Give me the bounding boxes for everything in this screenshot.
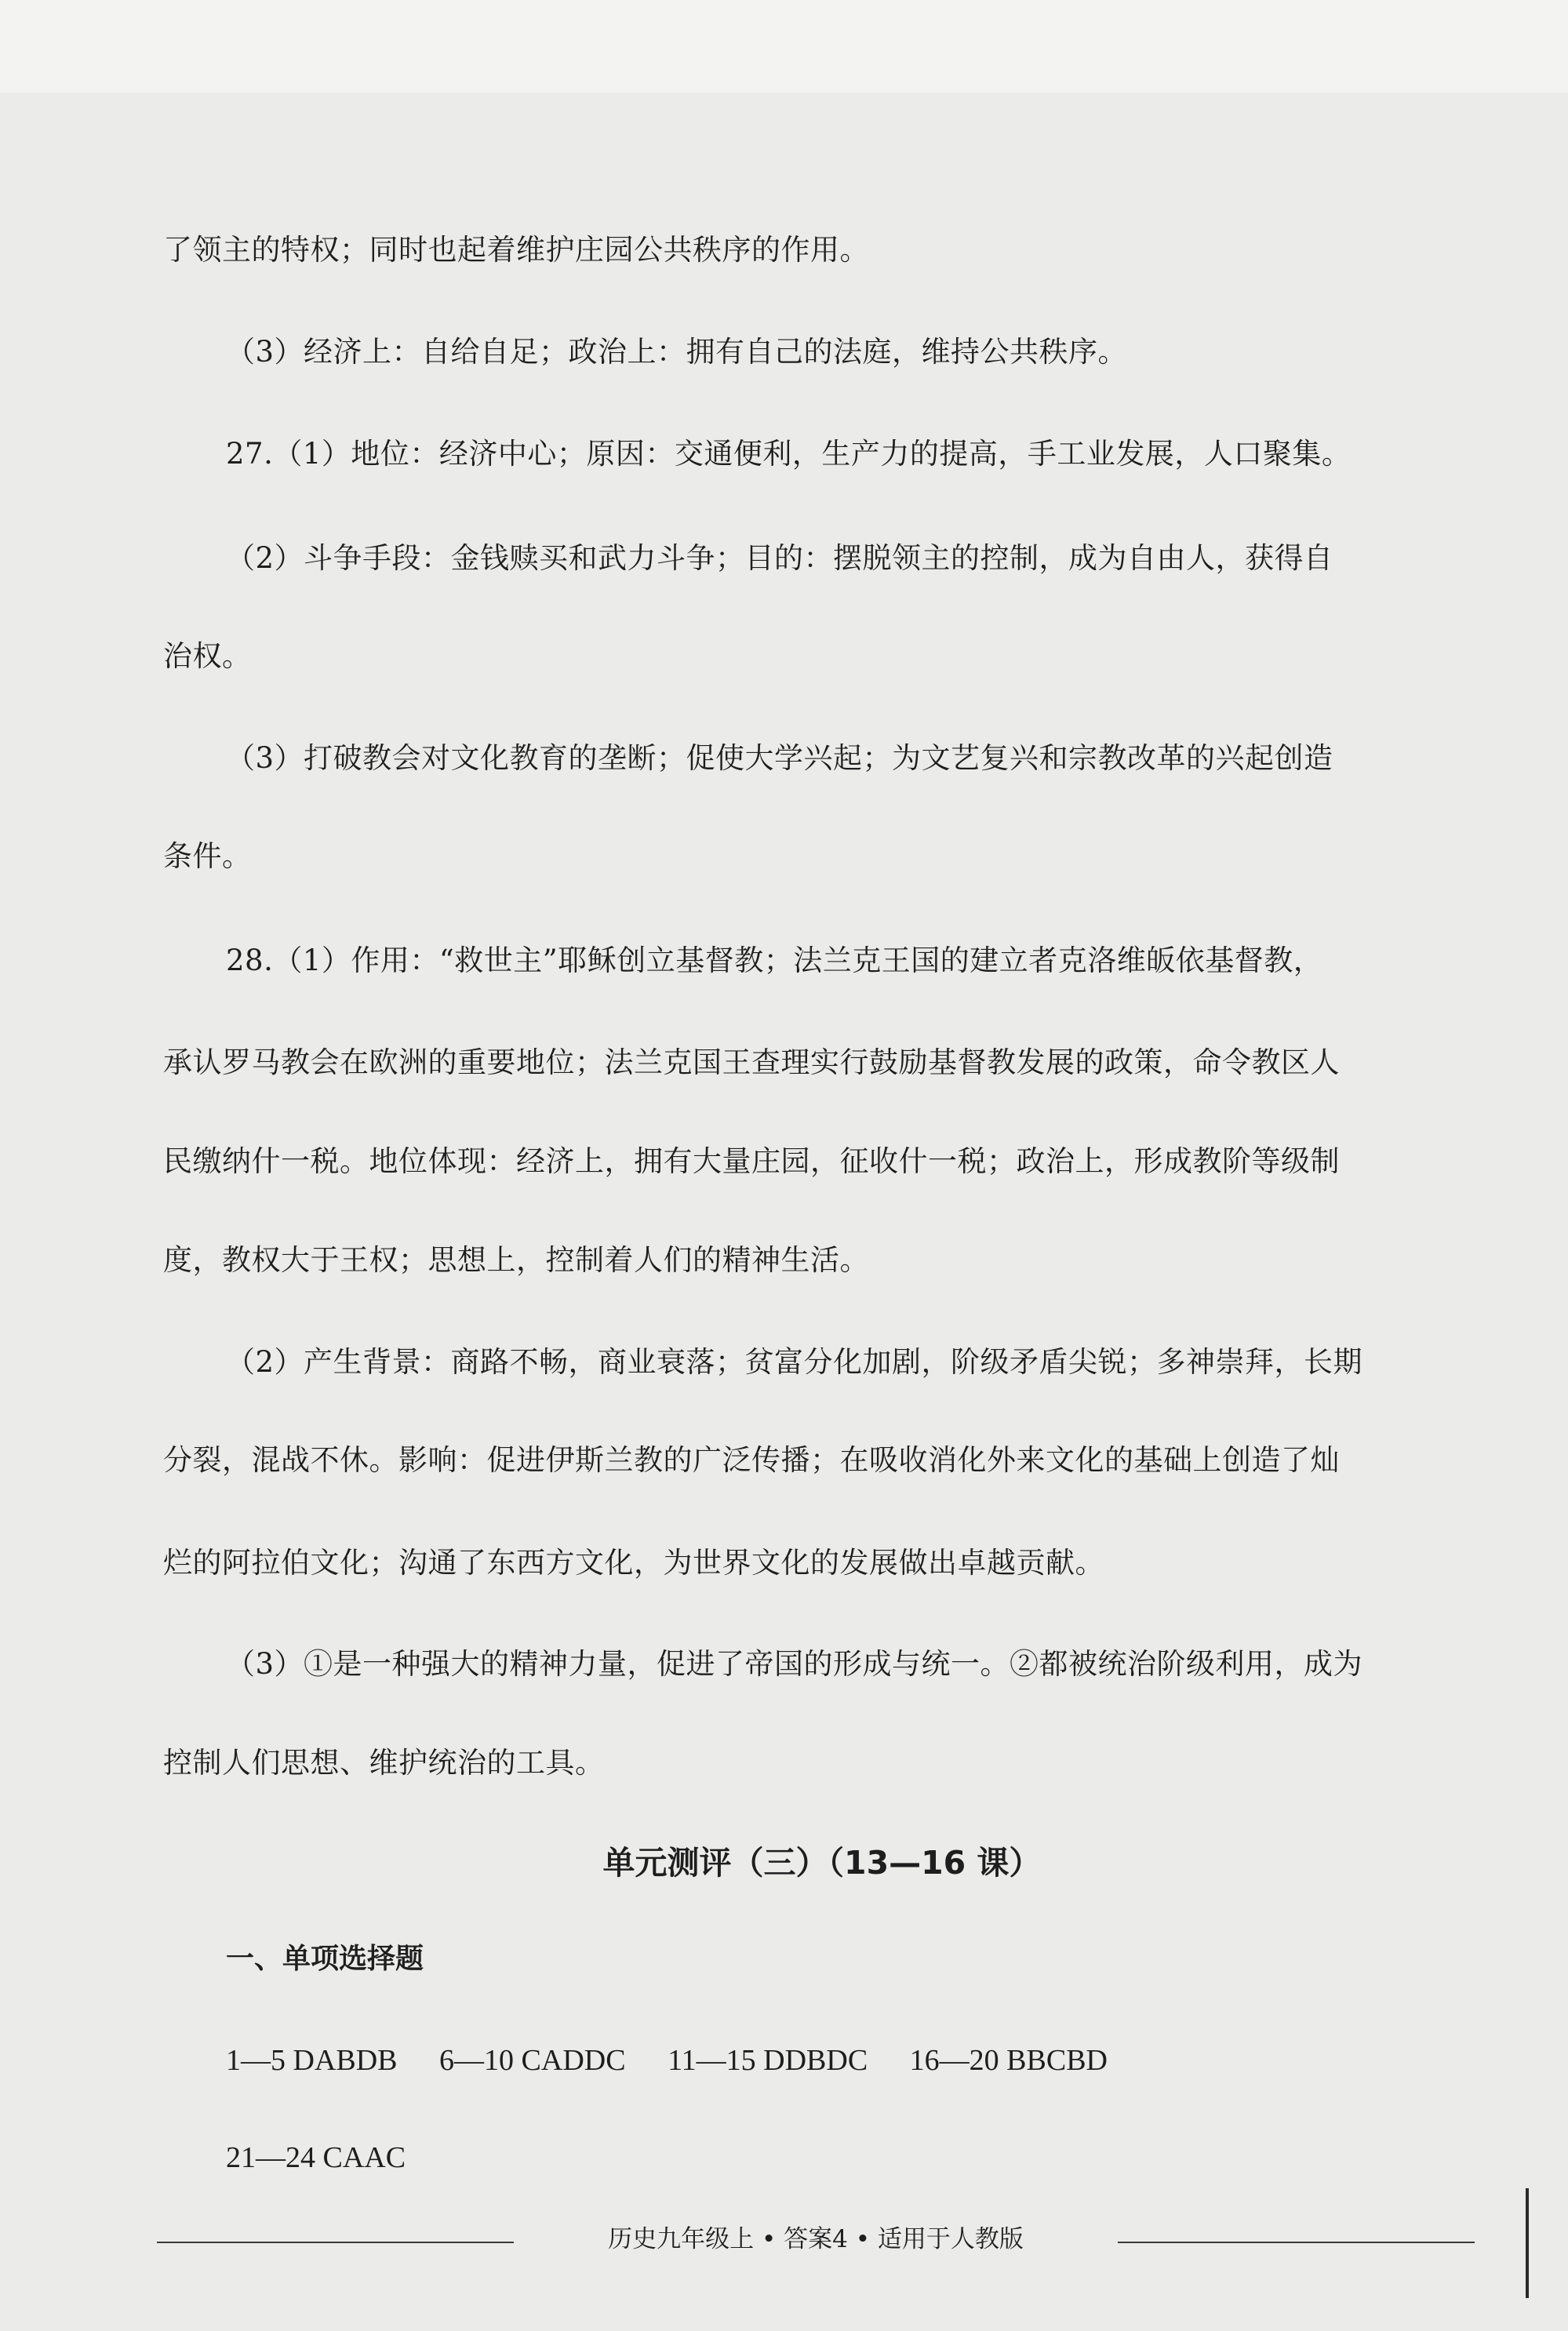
paragraph-line: 分裂，混战不休。影响：促进伊斯兰教的广泛传播；在吸收消化外来文化的基础上创造了灿 [163,1443,1340,1477]
paragraph-line: （3）①是一种强大的精神力量，促进了帝国的形成与统一。②都被统治阶级利用，成为 [226,1647,1363,1681]
page-footer [157,2226,1475,2257]
paragraph-line: 27.（1）地位：经济中心；原因：交通便利，生产力的提高，手工业发展，人口聚集。 [226,437,1352,471]
paragraph-line: 度，教权大于王权；思想上，控制着人们的精神生活。 [163,1243,869,1277]
scan-top-margin [0,0,1568,93]
unit-heading: 单元测评（三）（13—16 课） [602,1844,1042,1882]
answer-row [226,2143,440,2173]
paragraph-line: （2）斗争手段：金钱赎买和武力斗争；目的：摆脱领主的控制，成为自由人，获得自 [226,541,1333,575]
paragraph-line: 条件。 [163,839,252,873]
paragraph-line: （2）产生背景：商路不畅，商业衰落；贫富分化加剧，阶级矛盾尖锐；多神崇拜，长期 [226,1345,1363,1379]
paragraph-line: 承认罗马教会在欧洲的重要地位；法兰克国王查理实行鼓励基督教发展的政策，命令教区人 [163,1045,1340,1079]
answer-row [226,2046,1142,2075]
answer-group: 1—5 DABDB [226,2044,398,2077]
paragraph-line: 烂的阿拉伯文化；沟通了东西方文化，为世界文化的发展做出卓越贡献。 [163,1546,1104,1580]
paragraph-line: 治权。 [163,639,252,673]
paragraph-line: 了领主的特权；同时也起着维护庄园公共秩序的作用。 [163,233,869,267]
answer-group: 6—10 CADDC [439,2044,626,2077]
paragraph-line: （3）经济上：自给自足；政治上：拥有自己的法庭，维持公共秩序。 [226,335,1128,369]
paragraph-line: 控制人们思想、维护统治的工具。 [163,1746,605,1780]
paragraph-line: （3）打破教会对文化教育的垄断；促使大学兴起；为文艺复兴和宗教改革的兴起创造 [226,741,1333,775]
scan-edge-mark [1526,2188,1529,2298]
answer-group: 11—15 DDBDC [668,2044,868,2077]
paragraph-line: 民缴纳什一税。地位体现：经济上，拥有大量庄园，征收什一税；政治上，形成教阶等级制 [163,1144,1340,1178]
answer-group: 21—24 CAAC [226,2141,406,2174]
answer-group: 16—20 BBCBD [909,2044,1108,2077]
footer-text: 历史九年级上 • 答案4 • 适用于人教版 [608,2225,1024,2253]
paragraph-line: 28.（1）作用：“救世主”耶稣创立基督教；法兰克王国的建立者克洛维皈依基督教， [226,944,1323,977]
footer-rule-right [1118,2242,1475,2243]
section-title: 一、单项选择题 [226,1943,424,1975]
